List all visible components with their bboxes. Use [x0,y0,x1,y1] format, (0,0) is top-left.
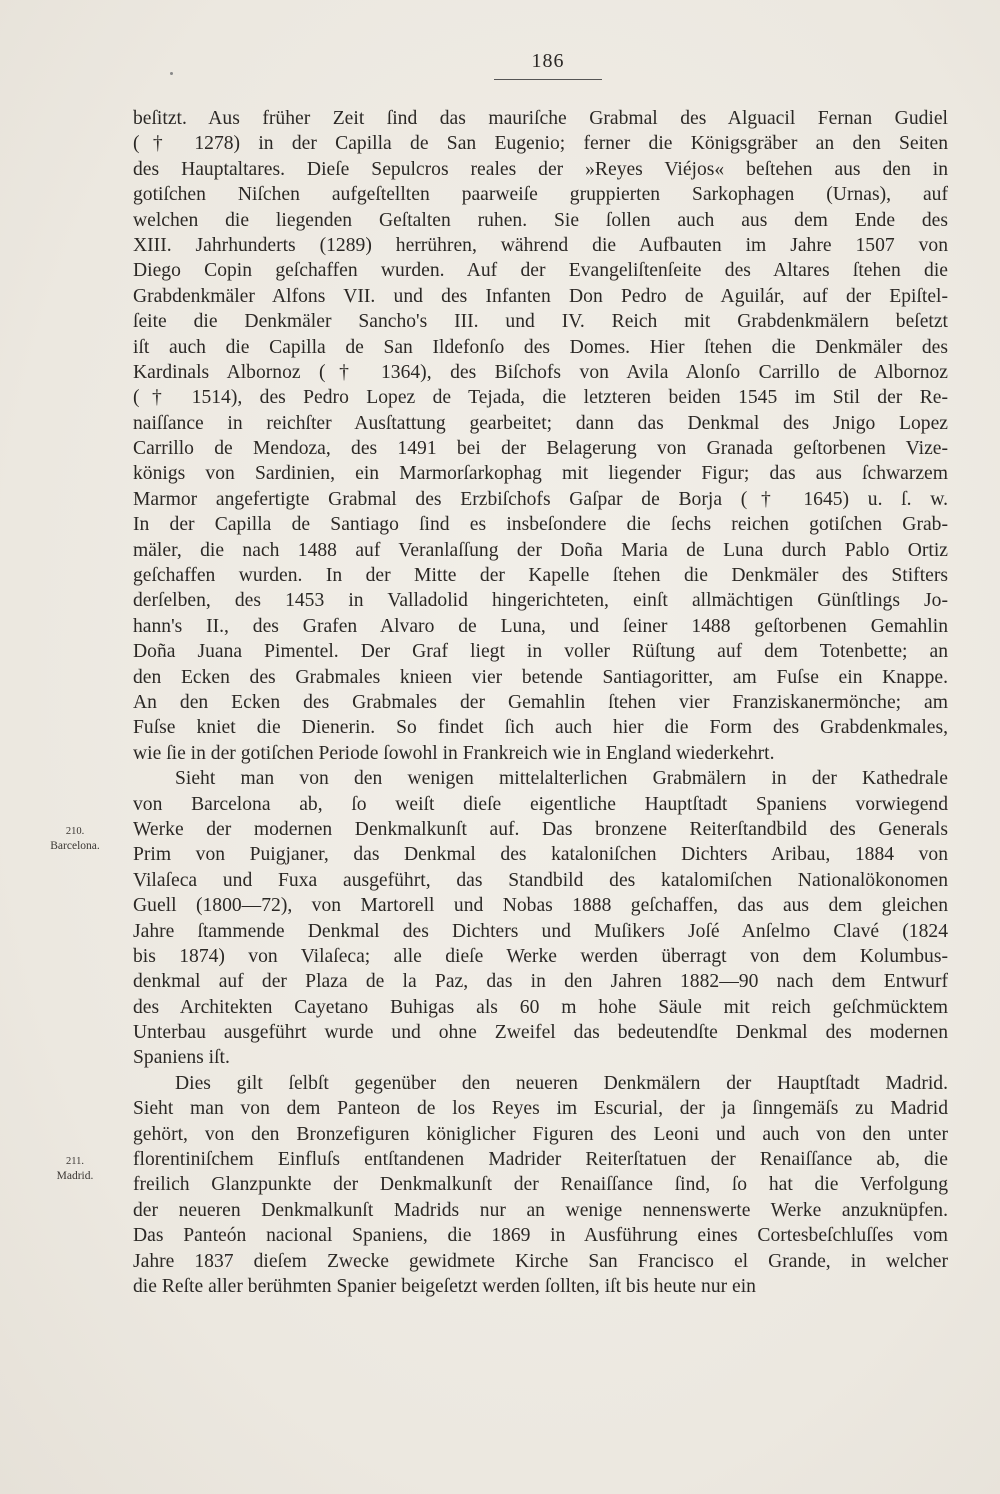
text-line: Doña Juana Pimentel. Der Graf liegt in voller Rüſtung auf dem Totenbette; an [133,641,948,663]
margin-note-number: 211. [66,1156,84,1167]
text-line: Fuſse kniet die Dienerin. So findet ſich auch hier die Form des Grabdenkmales, [133,717,948,739]
text-line: Spaniens iſt. [133,1047,230,1069]
text-line: gotiſchen Niſchen aufgeſtellten paarweiſe gruppierten Sarkophagen (Urnas), auf [133,184,948,206]
text-line: An den Ecken des Grabmales der Gemahlin ſtehen vier Franziskanermönche; am [133,691,948,713]
margin-note-barcelona [20,825,130,853]
page-number-rule [494,79,602,80]
text-line: Jahre 1837 dieſem Zwecke gewidmete Kirche San Francisco el Grande, in welcher [133,1250,948,1272]
paper-speck [170,72,173,75]
text-line: florentiniſchem Einfluſs entſtandenen Madrider Reiterſtatuen der Renaiſſance ab, die [133,1149,948,1171]
text-line: wie ſie in der gotiſchen Periode ſowohl in Frankreich wie in England wiederkehrt. [133,742,775,764]
text-line: Sieht man von dem Panteon de los Reyes im Escurial, der ja ſinngemäſs zu Madrid [133,1098,948,1120]
text-line: († 1514), des Pedro Lopez de Tejada, die letzteren beiden 1545 im Stil der Re- [133,387,948,409]
body-text [133,106,948,1299]
text-line: In der Capilla de Santiago ſind es insbeſondere die ſechs reichen gotiſchen Grab- [133,514,948,536]
text-line: Kardinals Albornoz († 1364), des Biſchofs von Avila Alonſo Carrillo de Albornoz [133,361,948,383]
text-line: beſitzt. Aus früher Zeit ſind das mauriſche Grabmal des Alguacil Fernan Gudiel [133,108,948,129]
text-line: ſeite die Denkmäler Sancho's III. und IV. Reich mit Grabdenkmälern beſetzt [133,311,948,333]
text-line: der neueren Denkmalkunſt Madrids nur an wenige nennenswerte Werke anzuknüpfen. [133,1199,948,1221]
text-line: XIII. Jahrhunderts (1289) herrühren, während die Aufbauten im Jahre 1507 von [133,234,948,256]
text-line: von Barcelona ab, ſo weiſt dieſe eigentliche Hauptſtadt Spaniens vorwiegend [133,793,948,815]
margin-note-place: Madrid. [56,1170,94,1182]
text-line: hann's II., des Grafen Alvaro de Luna, und ſeiner 1488 geſtorbenen Gemahlin [133,615,948,637]
text-line: Dies gilt ſelbſt gegenüber den neueren Denkmälern der Hauptſtadt Madrid. [175,1072,948,1094]
text-line: iſt auch die Capilla de San Ildefonſo des Domes. Hier ſtehen die Denkmäler des [133,336,948,358]
text-line: des Hauptaltares. Dieſe Sepulcros reales der »Reyes Viéjos« beſtehen aus den in [133,158,948,180]
text-line: königs von Sardinien, ein Marmorſarkophag mit liegender Figur; das aus ſchwarzem [133,463,948,485]
text-line: mäler, die nach 1488 auf Veranlaſſung der Doña Maria de Luna durch Pablo Ortiz [133,539,948,561]
text-line: denkmal auf der Plaza de la Paz, das in den Jahren 1882—90 nach dem Entwurf [133,971,948,993]
text-line: welchen die liegenden Geſtalten ruhen. Sie ſollen auch aus dem Ende des [133,209,948,231]
text-line: des Architekten Cayetano Buhigas als 60 m hohe Säule mit reich geſchmücktem [133,996,948,1018]
text-line: Diego Copin geſchaffen wurden. Auf der Evangeliſtenſeite des Altares ſtehen die [133,260,948,282]
text-line: Grabdenkmäler Alfons VII. und des Infanten Don Pedro de Aguilár, auf der Epiſtel- [133,285,948,307]
text-line: geſchaffen wurden. In der Mitte der Kapelle ſtehen die Denkmäler des Stifters [133,565,948,587]
text-line: Vilaſeca und Fuxa ausgeführt, das Standbild des katalomiſchen Nationalökonomen [133,869,948,891]
text-line: Marmor angefertigte Grabmal des Erzbiſchofs Gaſpar de Borja († 1645) u. ſ. w. [133,488,948,510]
text-line: den Ecken des Grabmales knieen vier betende Santiagoritter, am Fuſse ein Knappe. [133,666,948,688]
margin-note-madrid [20,1155,130,1183]
text-line: naiſſance in reichſter Ausſtattung gearbeitet; dann das Denkmal des Jnigo Lopez [133,412,948,434]
text-line: Prim von Puigjaner, das Denkmal des kataloniſchen Dichters Aribau, 1884 von [133,844,948,866]
page-number: 186 [531,50,565,72]
text-line: Unterbau ausgeführt wurde und ohne Zweifel das bedeutendſte Denkmal des modernen [133,1022,948,1044]
text-line: Werke der modernen Denkmalkunſt auf. Das bronzene Reiterſtandbild des Generals [133,818,948,840]
text-line: derſelben, des 1453 in Valladolid hingerichteten, einſt allmächtigen Günſtlings Jo- [133,590,948,612]
text-line: Sieht man von den wenigen mittelalterlichen Grabmälern in der Kathedrale [175,768,948,790]
text-line: gehört, von den Bronzefiguren königlicher Figuren des Leoni und auch von den unter [133,1123,948,1145]
text-line: Guell (1800—72), von Martorell und Nobas 1888 geſchaffen, das aus dem gleichen [133,895,948,917]
text-line: die Reſte aller berühmten Spanier beigeſetzt werden ſollten, iſt bis heute nur ein [133,1275,756,1297]
text-line: bis 1874) von Vilaſeca; alle dieſe Werke werden überragt von dem Kolumbus- [133,945,948,967]
margin-note-place: Barcelona. [50,840,100,852]
text-line: († 1278) in der Capilla de San Eugenio; ferner die Königsgräber an den Seiten [133,133,948,155]
text-line: Carrillo de Mendoza, des 1491 bei der Belagerung von Granada geſtorbenen Vize- [133,438,948,460]
margin-note-number: 210. [65,826,85,837]
text-line: freilich Glanzpunkte der Denkmalkunſt der Renaiſſance ſind, ſo hat die Verfolgung [133,1174,948,1196]
text-line: Das Panteón nacional Spaniens, die 1869 in Ausführung eines Cortesbeſchluſſes vom [133,1225,948,1247]
text-line: Jahre ſtammende Denkmal des Dichters und Muſikers Joſé Anſelmo Clavé (1824 [133,920,948,942]
